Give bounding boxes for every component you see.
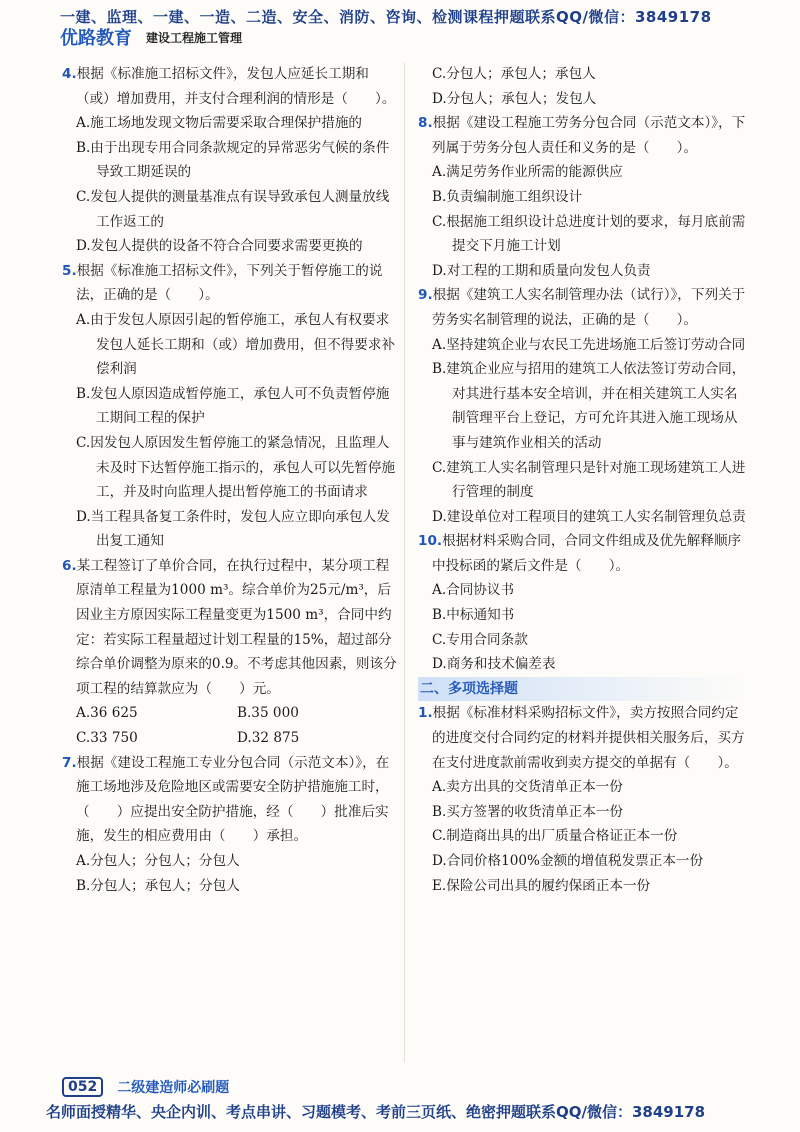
question-number: 1. (418, 705, 433, 722)
option: C.专用合同条款 (432, 631, 528, 648)
question-block (418, 529, 748, 677)
option: A.满足劳务作业所需的能源供应 (432, 164, 623, 181)
question-stem: 根据《标准施工招标文件》，下列关于暂停施工的说法，正确的是（ ）。 (76, 262, 383, 304)
column-divider (404, 62, 405, 1062)
left-column (62, 62, 398, 898)
option-grid (62, 701, 398, 750)
option: A.施工场地发现文物后需要采取合理保护措施的 (76, 115, 363, 132)
question-stem: 根据《建设工程施工劳务分包合同（示范文本）》，下列属于劳务分包人责任和义务的是（ ）。 (432, 115, 746, 156)
option: B.分包人；承包人；分包人 (76, 877, 240, 894)
option: C.因发包人原因发生暂停施工的紧急情况，且监理人未及时下达暂停施工指示的，承包人可以先暂停施工，并及时向监理人提出暂停施工的书面请求 (76, 434, 396, 501)
option: A.坚持建筑企业与农民工先进场施工后签订劳动合同 (432, 336, 746, 353)
option: D.对工程的工期和质量向发包人负责 (432, 262, 651, 279)
option: D.分包人；承包人；发包人 (432, 90, 597, 107)
question-stem: 根据《标准施工招标文件》，发包人应延长工期和（或）增加费用，并支付合理利润的情形是（ ）。 (76, 66, 396, 107)
option: B.由于出现专用合同条款规定的异常恶劣气候的条件导致工期延误的 (76, 139, 390, 181)
question-stem: 根据《标准材料采购招标文件》，卖方按照合同约定的进度交付合同约定的材料并提供相关服务后，买方在支付进度款前需收到卖方提交的单据有（ ）。 (432, 705, 745, 771)
top-contact-banner: 一建、监理、一建、一造、二造、安全、消防、咨询、检测课程押题联系QQ/微信：3849178 (60, 8, 712, 26)
option: A.36 625 (76, 705, 138, 722)
option: D.32 875 (237, 730, 300, 747)
section-heading: 二、多项选择题 (418, 677, 748, 702)
option: D.建设单位对工程项目的建筑工人实名制管理负总责 (432, 508, 746, 525)
question-block (62, 554, 398, 751)
question-stem: 根据《建设工程施工专业分包合同（示范文本）》，在施工场地涉及危险地区或需要安全防护措施施工时，（ ）应提出安全防护措施，经（ ）批准后实施，发生的相应费用由（ ）承担。 (76, 754, 390, 845)
option: C.建筑工人实名制管理只是针对施工现场建筑工人进行管理的制度 (432, 459, 746, 501)
question-stem: 根据《建筑工人实名制管理办法（试行）》，下列关于劳务实名制管理的说法，正确的是（ ）。 (432, 287, 746, 328)
option: D.当工程具备复工条件时，发包人应立即向承包人发出复工通知 (76, 508, 390, 550)
question-block (418, 111, 748, 283)
option: C.分包人；承包人；承包人 (432, 66, 596, 82)
question-stem: 某工程签订了单价合同，在执行过程中，某分项工程原清单工程量为1000 m³。综合单价为25元/m³，后因业主方原因实际工程量变更为1500 m³，合同中约定：若实际工程量超过计划工程量的15%，超过部分综合单价调整为原来的0.9。不考虑其他因素，则该分项工程的结算款应为（ ）元。 (76, 557, 397, 697)
page-footer (62, 1077, 229, 1097)
question-block (418, 701, 748, 898)
question-block (62, 259, 398, 554)
book-title: 建设工程施工管理 (146, 30, 243, 45)
option: A.分包人；分包人；分包人 (76, 853, 240, 869)
option: D.合同价格100%金额的增值税发票正本一份 (432, 853, 704, 869)
publisher-logo: 优路教育 (60, 28, 132, 49)
bottom-contact-banner: 名师面授精华、央企内训、考点串讲、习题模考、考前三页纸、绝密押题联系QQ/微信：3849178 (46, 1103, 706, 1121)
option: C.发包人提供的测量基准点有误导致承包人测量放线工作返工的 (76, 188, 390, 230)
question-number: 9. (418, 287, 433, 304)
option: E.保险公司出具的履约保函正本一份 (432, 877, 651, 894)
brand-header (60, 26, 242, 48)
question-continuation (418, 62, 748, 111)
page-number: 052 (62, 1077, 103, 1097)
option: B.建筑企业应与招用的建筑工人依法签订劳动合同，对其进行基本安全培训，并在相关建筑工人实名制管理平台上登记，方可允许其进入施工现场从事与建筑作业相关的活动 (432, 361, 746, 451)
option: A.卖方出具的交货清单正本一份 (432, 779, 623, 796)
option: B.中标通知书 (432, 607, 515, 624)
question-number: 7. (62, 754, 77, 771)
question-block (418, 283, 748, 529)
option: D.发包人提供的设备不符合合同要求需要更换的 (76, 238, 363, 255)
option: A.合同协议书 (432, 582, 515, 599)
option: C.33 750 (76, 730, 138, 747)
option: B.发包人原因造成暂停施工，承包人可不负责暂停施工期间工程的保护 (76, 385, 390, 427)
question-number: 4. (62, 66, 77, 82)
question-stem: 根据材料采购合同，合同文件组成及优先解释顺序中投标函的紧后文件是（ ）。 (432, 533, 742, 574)
option: A.由于发包人原因引起的暂停施工，承包人有权要求发包人延长工期和（或）增加费用，但不得要求补偿利润 (76, 311, 396, 378)
option: B.负责编制施工组织设计 (432, 188, 583, 205)
question-block (62, 62, 398, 259)
option: C.根据施工组织设计总进度计划的要求，每月底前需提交下月施工计划 (432, 213, 746, 255)
right-column (418, 62, 748, 898)
question-number: 5. (62, 262, 77, 279)
option: D.商务和技术偏差表 (432, 656, 556, 673)
question-block (62, 751, 398, 899)
question-number: 10. (418, 533, 443, 550)
question-number: 6. (62, 557, 77, 574)
book-series-title: 二级建造师必刷题 (117, 1080, 230, 1096)
question-number: 8. (418, 115, 433, 132)
option: B.买方签署的收货清单正本一份 (432, 803, 624, 820)
option: B.35 000 (237, 705, 299, 722)
option: C.制造商出具的出厂质量合格证正本一份 (432, 828, 678, 845)
